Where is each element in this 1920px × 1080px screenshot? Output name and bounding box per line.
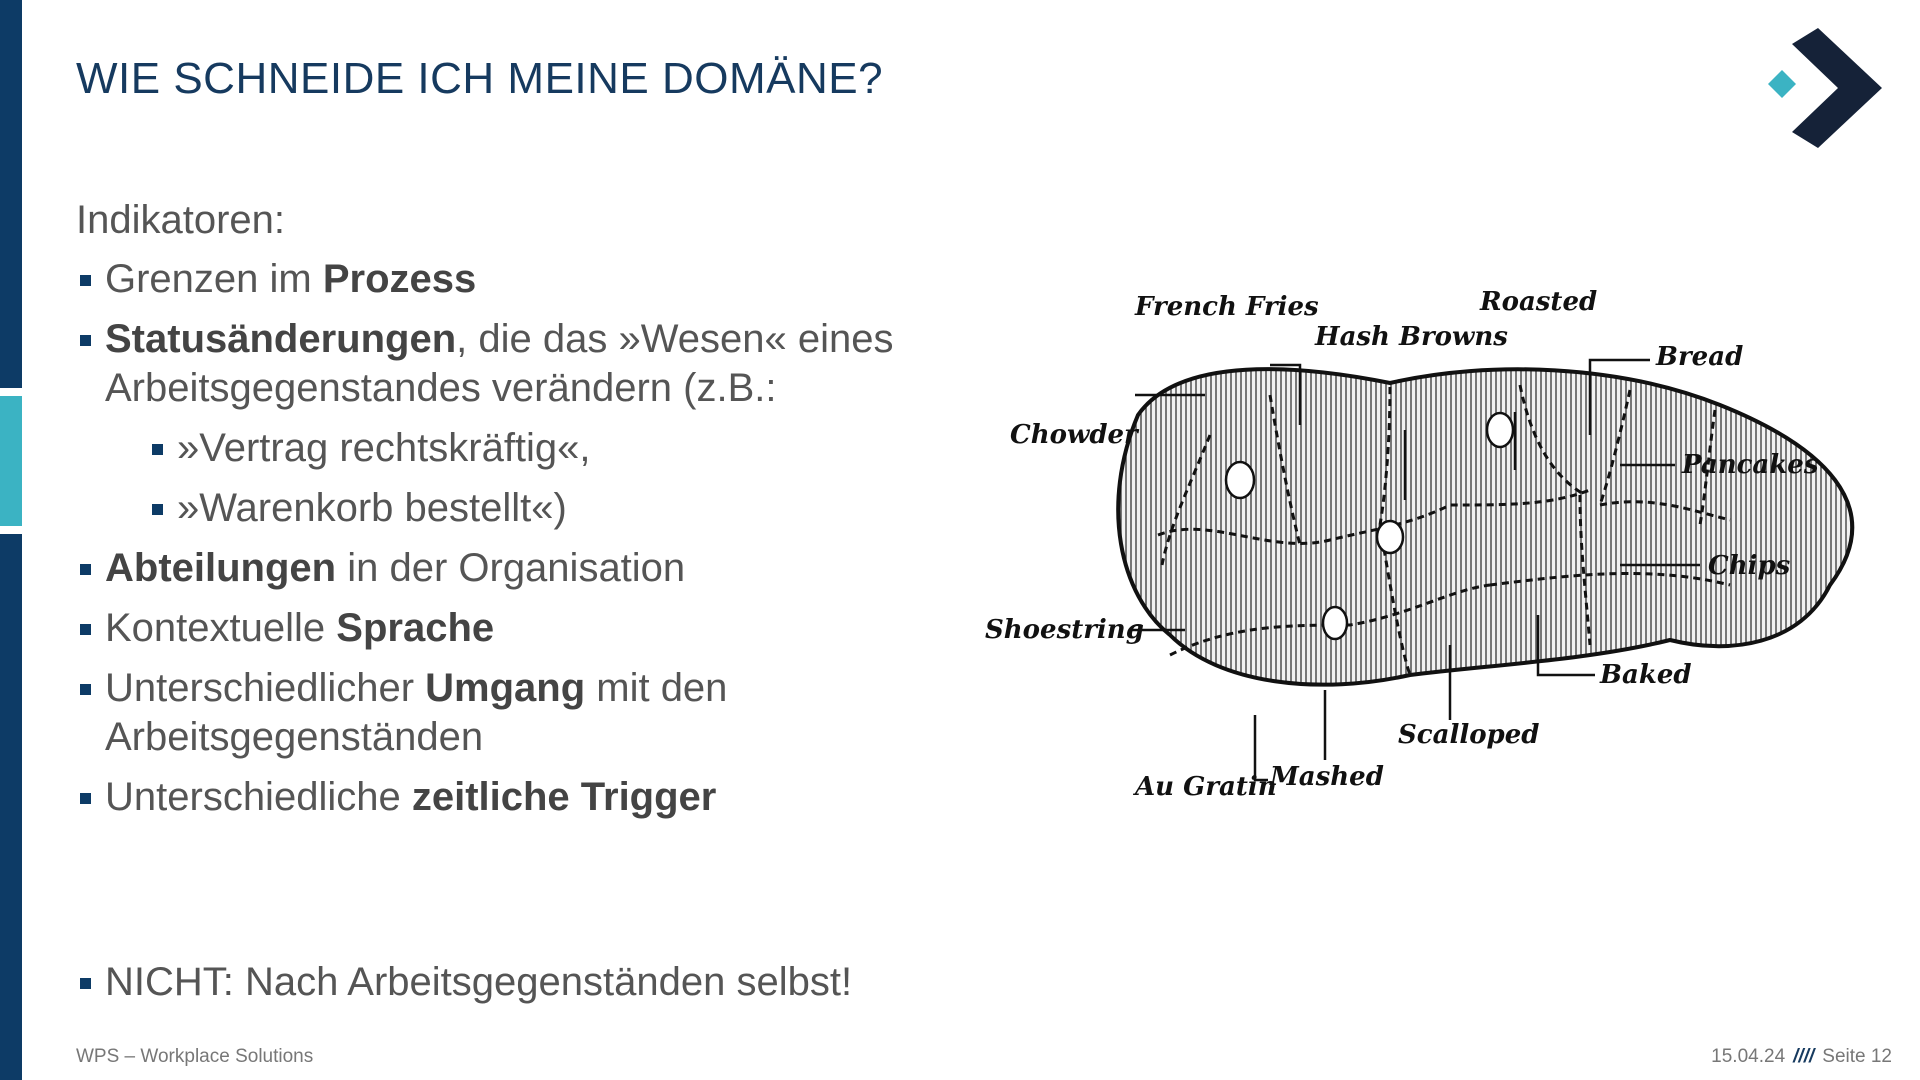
sub-list-item — [148, 484, 936, 533]
list-item — [76, 604, 936, 653]
bullet-text: mit den Arbeitsgegenständen — [105, 666, 728, 759]
label-shoestring: Shoestring — [985, 615, 1144, 645]
label-au-gratin: Au Gratin — [1135, 772, 1277, 802]
label-french-fries: French Fries — [1135, 292, 1319, 322]
side-bar-bottom — [0, 534, 22, 1080]
side-bar-top — [0, 0, 22, 388]
bullet-bold: Prozess — [322, 257, 477, 301]
bullet-bold: Abteilungen — [105, 546, 337, 590]
label-chowder: Chowder — [1010, 420, 1138, 450]
potato-cuts-illustration — [970, 265, 1890, 825]
side-bar-accent — [0, 396, 22, 526]
bullet-bold: Umgang — [425, 666, 586, 710]
bullet-text: Unterschiedlicher — [105, 666, 426, 710]
list-item — [76, 664, 936, 762]
label-mashed: Mashed — [1270, 762, 1384, 792]
footer-page-number: Seite 12 — [1822, 1046, 1892, 1067]
potato-drawing — [1118, 369, 1852, 685]
bullet-text: Grenzen im — [105, 257, 323, 301]
bullet-text: , die das »Wesen« eines Arbeitsgegenstandes verändern (z.B.: — [105, 317, 894, 410]
indicator-list — [76, 255, 936, 822]
intro-text: Indikatoren: — [76, 198, 286, 242]
list-item — [76, 255, 936, 304]
footer-company: WPS – Workplace Solutions — [76, 1046, 314, 1067]
label-chips: Chips — [1708, 551, 1791, 581]
nicht-list — [76, 958, 852, 1018]
list-item — [76, 544, 936, 593]
list-item — [76, 773, 936, 822]
label-pancakes: Pancakes — [1682, 450, 1819, 480]
label-roasted: Roasted — [1480, 287, 1598, 317]
label-hash-browns: Hash Browns — [1315, 322, 1508, 352]
footer-separator: //// — [1793, 1046, 1815, 1067]
main-content — [76, 198, 936, 833]
footer-date: 15.04.24 — [1711, 1046, 1786, 1067]
label-bread: Bread — [1656, 342, 1744, 372]
slide-title: WIE SCHNEIDE ICH MEINE DOMÄNE? — [76, 54, 884, 103]
bullet-bold: Statusänderungen — [105, 317, 457, 361]
label-baked: Baked — [1600, 660, 1692, 690]
bullet-text: »Warenkorb bestellt«) — [177, 486, 567, 530]
bullet-bold: Sprache — [336, 606, 495, 650]
label-scalloped: Scalloped — [1398, 720, 1540, 750]
sub-list-item — [148, 424, 936, 473]
footer-meta — [1711, 1046, 1892, 1068]
bullet-text: »Vertrag rechtskräftig«, — [177, 426, 591, 470]
bullet-bold: zeitliche Trigger — [411, 775, 717, 819]
bullet-text: NICHT: Nach Arbeitsgegenständen selbst! — [105, 960, 853, 1004]
bullet-text: Kontextuelle — [105, 606, 337, 650]
list-item — [76, 958, 852, 1007]
bullet-text: Unterschiedliche — [105, 775, 412, 819]
bullet-text: in der Organisation — [336, 546, 686, 590]
company-logo-icon — [1750, 22, 1890, 152]
list-item — [76, 315, 936, 413]
